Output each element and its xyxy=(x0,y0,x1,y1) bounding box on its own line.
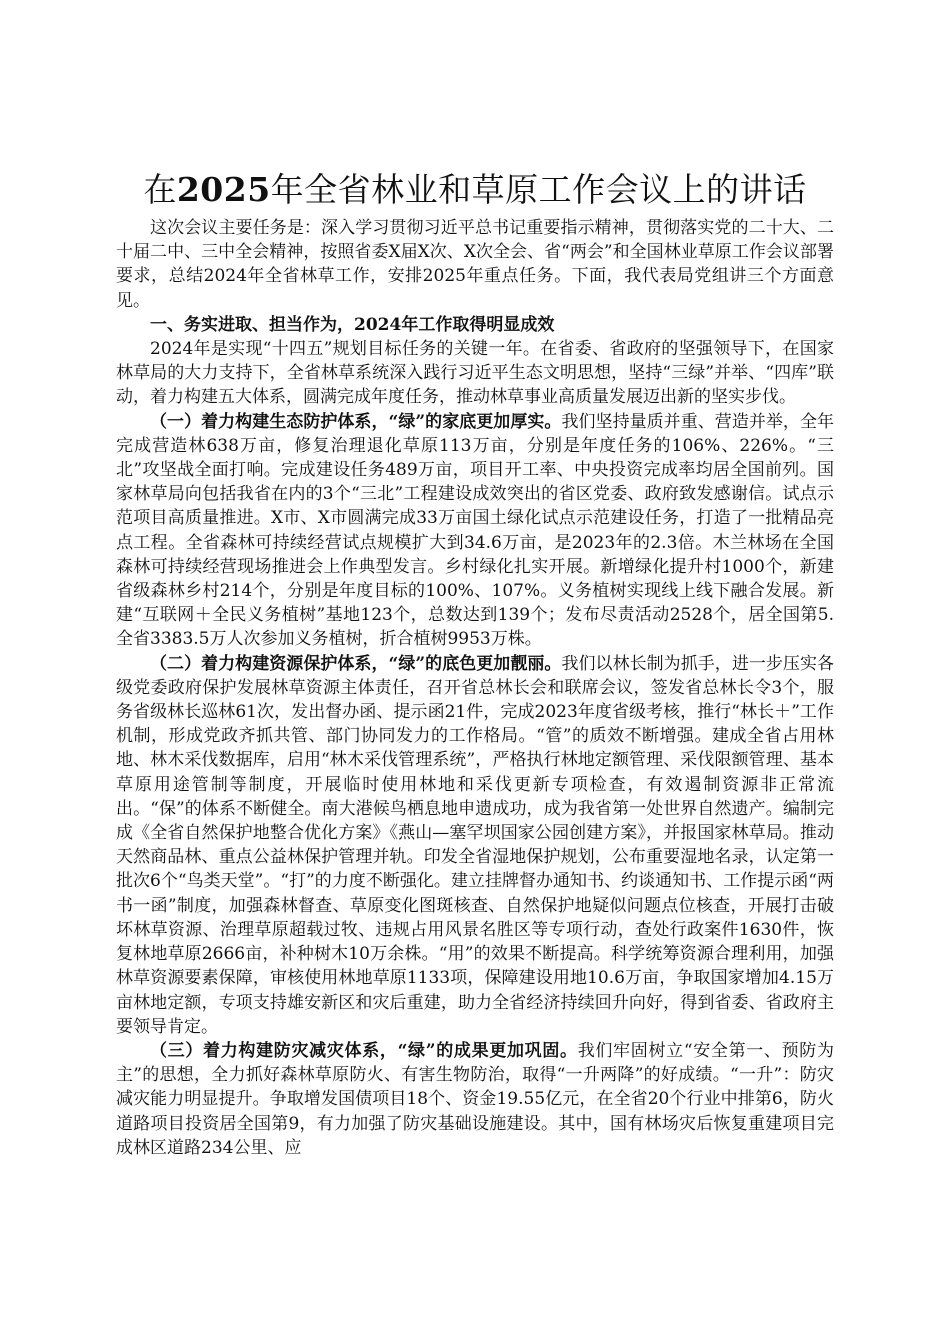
document-title xyxy=(116,168,834,212)
title-suffix: 年全省林业和草原工作会议上的讲话 xyxy=(270,170,807,209)
item-3-paragraph xyxy=(116,1039,834,1160)
section-1-intro-paragraph: 2024年是实现“十四五”规划目标任务的关键一年。在省委、省政府的坚强领导下，在国家林草局的大力支持下，全省林草系统深入践行习近平生态文明思想，坚持“三绿”并举、“四库”联动，着力构建五大体系，圆满完成年度任务，推动林草事业高质量发展迈出新的坚实步伐。 xyxy=(116,339,834,408)
item-1-paragraph xyxy=(116,410,834,652)
intro-paragraph: 这次会议主要任务是：深入学习贯彻习近平总书记重要指示精神，贯彻落实党的二十大、二十届二中、三中全会精神，按照省委X届X次、X次全会、省“两会”和全国林业草原工作会议部署要求，总结2024年全省林草工作，安排2025年重点任务。下面，我代表局党组讲三个方面意见。 xyxy=(116,218,834,311)
item-2-lead: （二）着力构建资源保护体系，“绿”的底色更加靓丽。 xyxy=(150,653,562,674)
item-2-body: 我们以林长制为抓手，进一步压实各级党委政府保护发展林草资源主体责任，召开省总林长会和联席会议，签发省总林长令3个，服务省级林长巡林61次，发出督办函、提示函21件，完成2023年度省级考核，推行“林长＋”工作机制，形成党政齐抓共管、部门协同发力的工作格局。“管”的质效不断增强。建成全省占用林地、林木采伐数据库，启用“林木采伐管理系统”，严格执行林地定额管理、采伐限额管理、基本草原用途管制等制度，开展临时使用林地和采伐更新专项检查，有效遏制资源非正常流出。“保”的体系不断健全。南大港候鸟栖息地申遗成功，成为我省第一处世界自然遗产。编制完成《全省自然保护地整合优化方案》《燕山—塞罕坝国家公园创建方案》，并报国家林草局。推动天然商品林、重点公益林保护管理并轨。印发全省湿地保护规划，公布重要湿地名录，认定第一批次6个“鸟类天堂”。“打”的力度不断强化。建立挂牌督办通知书、约谈通知书、工作提示函“两书一函”制度，加强森林督查、草原变化图斑核查、自然保护地疑似问题点位核查，开展打击破坏林草资源、治理草原超载过牧、违规占用风景名胜区等专项行动，查处行政案件1630件，恢复林地草原2666亩，补种树木10万余株。“用”的效果不断提高。科学统筹资源合理利用，加强林草资源要素保障，审核使用林地草原1133项，保障建设用地10.6万亩，争取国家增加4.15万亩林地定额，专项支持雄安新区和灾后重建，助力全省经济持续回升向好，得到省委、省政府主要领导肯定。 xyxy=(116,653,835,1037)
item-2-paragraph xyxy=(116,652,834,1039)
item-1-body: 我们坚持量质并重、营造并举，全年完成营造林638万亩，修复治理退化草原113万亩，分别是年度任务的106%、226%。“三北”攻坚战全面打响。完成建设任务489万亩，项目开工率、中央投资完成率均居全国前列。国家林草局向包括我省在内的3个“三北”工程建设成效突出的省区党委、政府致发感谢信。试点示范项目高质量推进。X市、X市圆满完成33万亩国土绿化试点示范建设任务，打造了一批精品亮点工程。全省森林可持续经营试点规模扩大到34.6万亩，是2023年的2.3倍。木兰林场在全国森林可持续经营现场推进会上作典型发言。乡村绿化扎实开展。新增绿化提升村1000个，新建省级森林乡村214个，分别是年度目标的100%、107%。义务植树实现线上线下融合发展。新建“互联网＋全民义务植树”基地123个，总数达到139个；发布尽责活动2528个，居全国第5.全省3383.5万人次参加义务植树，折合植树9953万株。 xyxy=(116,411,835,650)
section-1-heading: 一、务实进取、担当作为，2024年工作取得明显成效 xyxy=(150,314,555,335)
item-3-body: 我们牢固树立“安全第一、预防为主”的思想，全力抓好森林草原防火、有害生物防治，取得“一升两降”的好成绩。“一升”：防灾减灾能力明显提升。争取增发国债项目18个、资金19.55亿元，在全省20个行业中排第6，防火道路项目投资居全国第9，有力加强了防灾基础设施建设。其中，国有林场灾后恢复重建项目完成林区道路234公里、应 xyxy=(116,1040,834,1158)
title-year: 2025 xyxy=(176,170,271,209)
item-1-lead: （一）着力构建生态防护体系，“绿”的家底更加厚实。 xyxy=(150,411,562,432)
item-3-lead: （三）着力构建防灾减灾体系，“绿”的成果更加巩固。 xyxy=(150,1040,578,1061)
document-page xyxy=(116,168,834,1160)
title-prefix: 在 xyxy=(143,170,177,209)
